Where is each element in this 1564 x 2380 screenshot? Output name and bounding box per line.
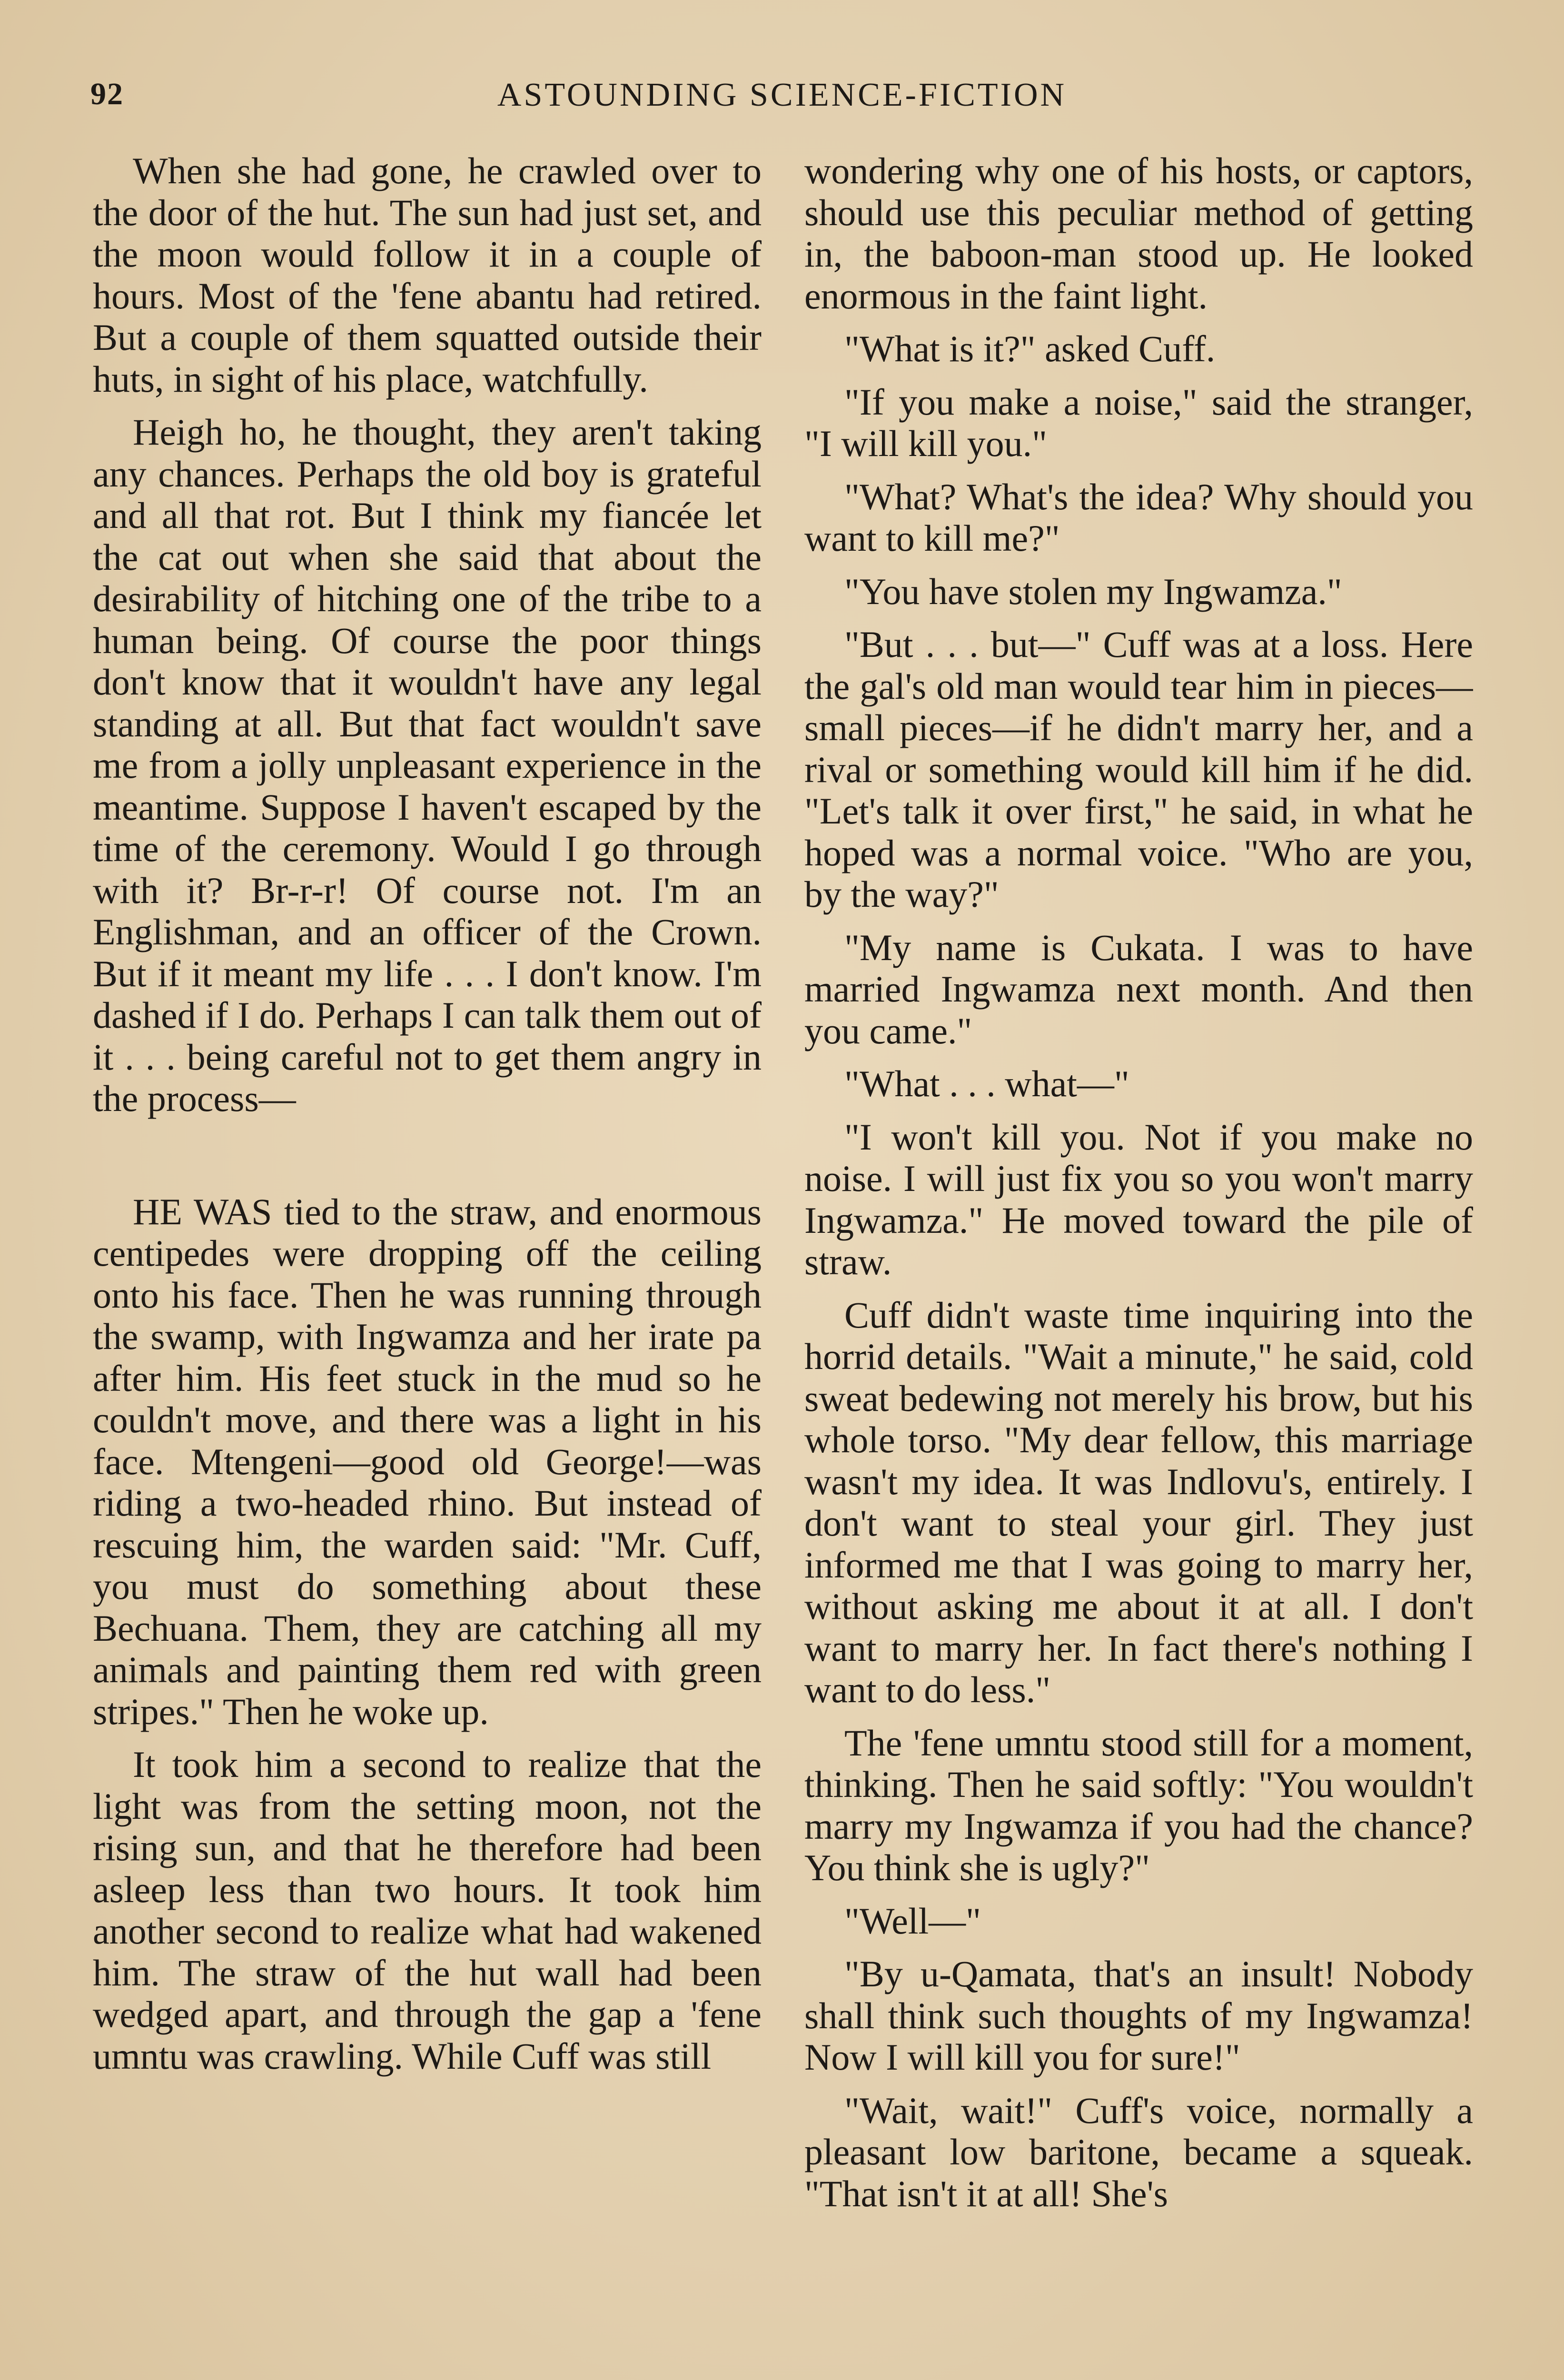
right-column: [804, 150, 1473, 2363]
paragraph: "But . . . but—" Cuff was at a loss. Here the gal's old man would tear him in pieces—small pieces—if he didn't marry her, and a rival or something would kill him if he did. "Let's talk it over first," he said, in what he hoped was a normal voice. "Who are you, by the way?": [804, 624, 1473, 915]
paragraph: It took him a second to realize that the light was from the setting moon, not the rising sun, and that he therefore had been asleep less than two hours. It took him another second to realize what had wakened him. The straw of the hut wall had been wedged apart, and through the gap a 'fene umntu was crawling. While Cuff was still: [93, 1744, 762, 2077]
paragraph: "Well—": [844, 1900, 981, 1942]
paragraph: "My name is Cukata. I was to have married Ingwamza next month. And then you came.": [804, 926, 1473, 1051]
paragraph: Cuff didn't waste time inquiring into the horrid details. "Wait a minute," he said, cold sweat bedewing not merely his brow, but his whole torso. "My dear fellow, this marriage wasn't my idea. It was Indlovu's, entirely. I don't want to steal your girl. They just informed me that I was going to marry her, without asking me about it at all. I don't want to marry her. In fact there's nothing I want to do less.": [804, 1294, 1473, 1710]
paragraph: "You have stolen my Ingwamza.": [844, 570, 1342, 612]
paragraph: "By u-Qamata, that's an insult! Nobody shall think such thoughts of my Ingwamza! Now I will kill you for sure!": [804, 1953, 1473, 2078]
paragraph: HE WAS tied to the straw, and enormous centipedes were dropping off the ceiling onto his face. Then he was running through the swamp, with Ingwamza and her irate pa after him. His feet stuck in the mud so he couldn't move, and there was a light in his face. Mtengeni—good old George!—was riding a two-headed rhino. But instead of rescuing him, the warden said: "Mr. Cuff, you must do something about these Bechuana. Them, they are catching all my animals and painting them red with green stripes." Then he woke up.: [93, 1190, 762, 1732]
paragraph: "What . . . what—": [844, 1063, 1129, 1104]
left-column: [93, 150, 762, 2363]
paragraph: "Wait, wait!" Cuff's voice, normally a pleasant low baritone, became a squeak. "That isn't it at all! She's: [804, 2089, 1473, 2214]
paragraph: Heigh ho, he thought, they aren't taking any chances. Perhaps the old boy is grateful and all that rot. But I think my fiancée let the cat out when she said that about the desirability of hitching one of the tribe to a human being. Of course the poor things don't know that it wouldn't have any legal standing at all. But that fact wouldn't save me from a jolly unpleasant experience in the meantime. Suppose I haven't escaped by the time of the ceremony. Would I go through with it? Br-r-r! Of course not. I'm an Englishman, and an officer of the Crown. But if it meant my life . . . I don't know. I'm dashed if I do. Perhaps I can talk them out of it . . . being careful not to get them angry in the process—: [93, 411, 762, 1119]
paragraph: "What? What's the idea? Why should you want to kill me?": [804, 476, 1473, 559]
page-number: 92: [90, 77, 124, 111]
paragraph: "What is it?" asked Cuff.: [844, 328, 1216, 369]
paragraph: "If you make a noise," said the stranger, "I will kill you.": [804, 381, 1473, 464]
paragraph: wondering why one of his hosts, or captors, should use this peculiar method of getting in, the baboon-man stood up. He looked enormous in the faint light.: [804, 150, 1473, 317]
paragraph: The 'fene umntu stood still for a moment, thinking. Then he said softly: "You wouldn't marry my Ingwamza if you had the chance? You think she is ugly?": [804, 1722, 1473, 1888]
paragraph: "I won't kill you. Not if you make no noise. I will just fix you so you won't marry Ingwamza." He moved toward the pile of straw.: [804, 1116, 1473, 1282]
paragraph: When she had gone, he crawled over to the door of the hut. The sun had just set, and the moon would follow it in a couple of hours. Most of the 'fene abantu had retired. But a couple of them squatted outside their huts, in sight of his place, watchfully.: [93, 150, 762, 400]
running-head: ASTOUNDING SCIENCE-FICTION: [497, 77, 1067, 113]
